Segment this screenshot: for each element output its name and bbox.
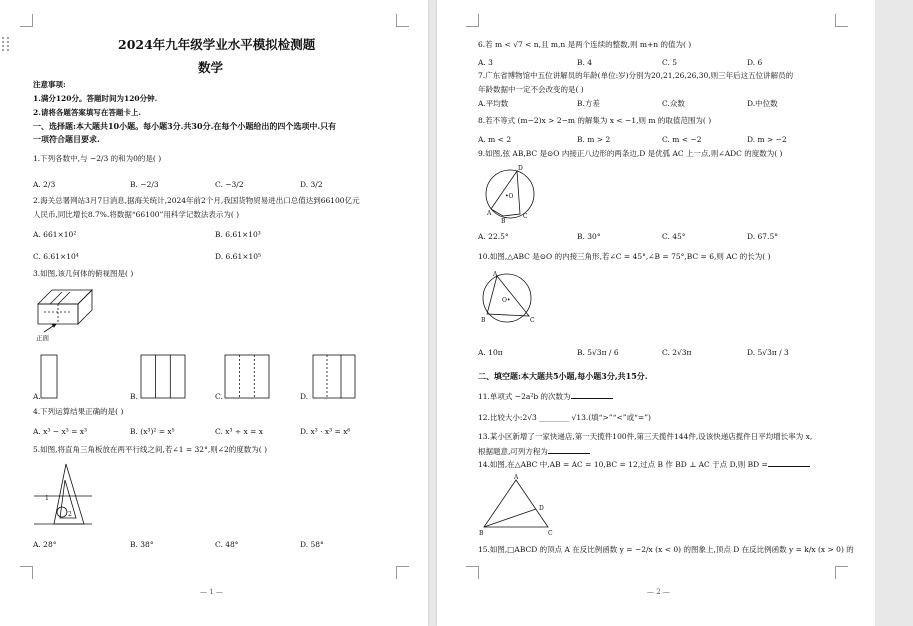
section1-header-cont: 一项符合题目要求. [33,134,100,144]
crop-mark [835,14,848,27]
q2-option-c: C. 6.61×10⁴ [33,252,79,261]
viewer-background [875,0,913,626]
q3-option-d: D. [300,392,309,401]
page-number-1: — 1 — [200,588,223,596]
q7-stem-cont: 年龄数据中一定不会改变的是( ) [478,85,584,94]
q2-option-b: B. 6.61×10³ [215,230,261,239]
q1-option-a: A. 2/3 [33,180,56,189]
q8-option-b: B. m > 2 [577,135,611,144]
q10-label-b: B [481,317,486,324]
q5-angle-1-label: 1 [45,495,49,502]
q5-option-d: D. 58° [300,540,324,549]
q9-label-o: •O [505,193,514,200]
q5-stem: 5.如图,将直角三角板放在两平行线之间,若∠1 = 32°,则∠2的度数为( ) [33,445,268,454]
q9-label-a: A [487,210,492,217]
q14-label-a: A [514,474,519,481]
crop-mark [20,566,33,579]
q6-option-a: A. 3 [478,58,493,67]
q10-option-a: A. 10π [478,348,503,357]
q4-option-b: B. (x³)² = x⁵ [130,427,175,436]
q8-option-a: A. m < 2 [478,135,512,144]
q2-stem: 2.海关总署网站3月7日消息,据海关统计,2024年前2个月,我国货物贸易进出口总值达到66100亿元 [33,196,360,205]
crop-mark [20,14,33,27]
q8-option-c: C. m < −2 [662,135,702,144]
q7-option-b: B.方差 [577,99,600,108]
q3-figure-a [40,354,60,400]
q10-label-o: O• [502,297,511,304]
crop-mark [466,14,479,27]
q9-option-b: B. 30° [577,232,601,241]
q3-stem: 3.如图,该几何体的俯视图是( ) [33,269,134,278]
exam-subject: 数学 [198,60,224,75]
q14-triangle-figure [481,476,557,534]
q3-option-a: A. [33,392,41,401]
q10-label-c: C [530,317,535,324]
q12-stem: 12.比较大小:2√3 ________ √13.(填“>”“<”或“=”) [478,413,651,422]
q5-option-b: B. 38° [130,540,154,549]
document-page-1 [0,0,428,626]
q6-option-c: C. 5 [662,58,678,67]
q4-option-a: A. x³ − x³ = x³ [33,427,87,436]
section1-header: 一、选择题:本大题共10小题。每小题3分.共30分.在每个小题给出的四个选项中.只有 [33,121,337,131]
q7-option-a: A.平均数 [478,99,509,108]
q9-label-c: C [523,213,528,220]
q9-option-c: C. 45° [662,232,686,241]
q7-stem: 7.广东省博物馆中五位讲解员的年龄(单位:岁)分别为20,21,26,26,30,则三年后这五位讲解员的 [478,71,794,80]
q14-label-b: B [479,530,484,537]
crop-mark [835,566,848,579]
q4-stem: 4.下列运算结果正确的是( ) [33,407,124,416]
q10-stem: 10.如图,△ABC 是⊙O 的内接三角形,若∠C = 45°,∠B = 75°,BC = 6,则 AC 的长为( ) [478,252,771,261]
q10-option-d: D. 5√3π / 3 [747,348,789,357]
q15-stem: 15.如图,□ABCD 的顶点 A 在反比例函数 y = −2/x (x < 0) 的图象上,顶点 D 在反比例函数 y = k/x (x > 0) 的 [478,545,854,554]
crop-mark [466,566,479,579]
q9-label-b: B [501,218,506,225]
q6-option-b: B. 4 [577,58,593,67]
q3-solid-figure [30,282,110,342]
q1-option-d: D. 3/2 [300,180,323,189]
q9-stem: 9.如图,弦 AB,BC 是⊙O 内接正八边形的两条边,D 是优弧 AC 上一点,则∠ADC 的度数为( ) [478,149,783,158]
exam-title: 2024年九年级学业水平模拟检测题 [118,37,316,52]
drag-handle-icon[interactable] [2,37,12,51]
note-1: 1.满分120分。答题时间为120分钟. [33,94,158,103]
section2-header: 二、填空题:本大题共5小题,每小题3分,共15分. [478,371,648,381]
q10-option-b: B. 5√3π / 6 [577,348,619,357]
q4-option-c: C. x³ ÷ x = x [215,427,264,436]
q13-stem: 13.某小区新增了一家快递店,第一天揽件100件,第三天揽件144件,设该快递店揽件日平均增长率为 x, [478,432,813,441]
q14-label-d: D [539,505,544,512]
q6-stem: 6.若 m < √7 < n,且 m,n 是两个连续的整数,则 m+n 的值为( ) [478,40,692,49]
q3-option-c: C. [215,392,223,401]
q13-stem-cont: 根据题意,可列方程为 [478,446,590,456]
q14-stem: 14.如图,在△ABC 中,AB = AC = 10,BC = 12,过点 B 作 BD ⊥ AC 于点 D,则 BD = [478,459,810,469]
q5-option-a: A. 28° [33,540,57,549]
q5-angle-2-label: 2 [68,511,72,518]
crop-mark [396,566,409,579]
q3-option-b: B. [130,392,138,401]
q8-stem: 8.若不等式 (m−2)x > 2−m 的解集为 x < −1,则 m 的取值范围为( ) [478,116,712,125]
q1-option-b: B. −2/3 [130,180,159,189]
document-page-2 [437,0,875,626]
q1-stem: 1.下列各数中,与 −2/3 的和为0的是( ) [33,154,162,163]
q8-option-d: D. m > −2 [747,135,787,144]
q9-option-a: A. 22.5° [478,232,509,241]
q2-stem-cont: 人民币,同比增长8.7%.将数据“66100”用科学记数法表示为( ) [33,210,240,219]
q3-figure-c [224,354,272,400]
q4-option-d: D. x³ · x³ = x⁶ [300,427,351,436]
q7-option-c: C.众数 [662,99,685,108]
q3-front-label: 正面 [36,334,49,342]
q2-option-d: D. 6.61×10⁵ [215,252,262,261]
q5-triangle-figure [32,462,94,530]
q1-option-c: C. −3/2 [215,180,244,189]
q3-figure-d [312,354,358,400]
q7-option-d: D.中位数 [747,99,778,108]
q3-figure-b [140,354,188,400]
q6-option-d: D. 6 [747,58,763,67]
q11-stem: 11.单项式 −2a²b 的次数为 [478,391,613,401]
notes-title: 注意事项: [33,80,66,89]
note-2: 2.请将各题答案填写在答题卡上. [33,108,141,117]
q5-option-c: C. 48° [215,540,239,549]
page-number-2: — 2 — [647,588,670,596]
q10-option-c: C. 2√3π [662,348,692,357]
q10-label-a: A [493,271,498,278]
q14-label-c: C [548,530,553,537]
q9-option-d: D. 67.5° [747,232,778,241]
q2-option-a: A. 661×10² [33,230,77,239]
crop-mark [396,14,409,27]
q9-label-d: D [518,165,523,172]
